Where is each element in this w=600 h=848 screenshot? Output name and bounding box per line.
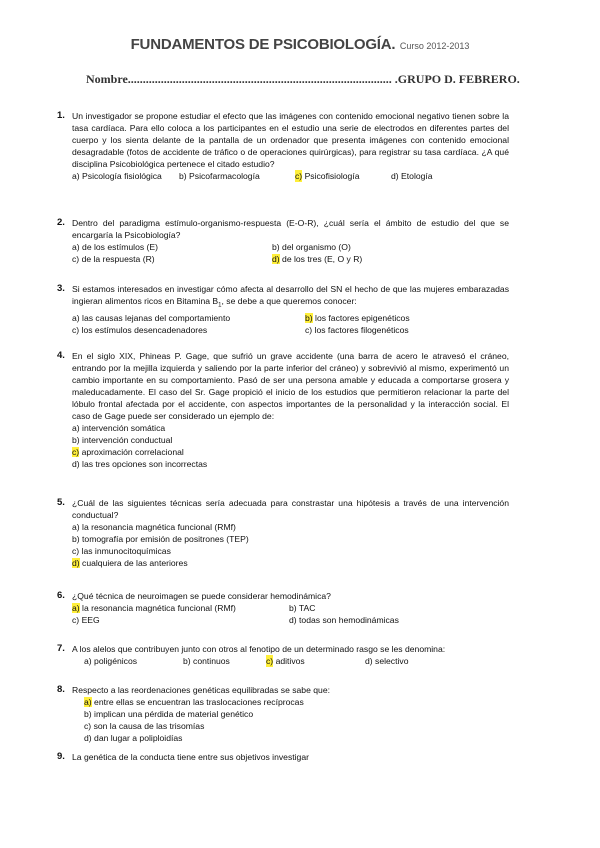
exam-title: FUNDAMENTOS DE PSICOBIOLOGÍA. — [130, 36, 396, 53]
question-1 — [57, 110, 509, 182]
options-grid — [72, 312, 509, 336]
question-number: 8. — [57, 684, 65, 695]
answer-highlight: d) — [72, 558, 80, 568]
option-d: d) selectivo — [365, 656, 409, 666]
option-c: c) son la causa de las trisomías — [84, 721, 205, 731]
option-c-answer: c) Psicofisiología — [295, 171, 360, 181]
option-b-answer: b) los factores epigenéticos — [305, 312, 410, 323]
question-5 — [57, 497, 509, 569]
question-stem: Si estamos interesados en investigar cómo afecta al desarrollo del SN el hecho de que las mujeres embarazadas ingieran alimentos ricos en Bitamina $B_1$, se debe a que queremos conocer: — [72, 284, 509, 309]
question-8 — [57, 684, 509, 744]
option-b: b) tomografía por emisión de positrones (TEP) — [72, 534, 249, 544]
question-stem: Respecto a las reordenaciones genéticas equilibradas se sabe que: — [72, 685, 330, 695]
option-d-answer: d) de los tres (E, O y R) — [272, 254, 363, 264]
answer-highlight: a) — [72, 603, 80, 613]
option-a: a) de los estímulos (E) — [72, 242, 158, 252]
answer-highlight: a) — [84, 697, 92, 707]
option-c: c) de la respuesta (R) — [72, 254, 155, 264]
option-b: b) del organismo (O) — [272, 242, 351, 252]
options-list — [72, 521, 509, 569]
question-stem: Dentro del paradigma estímulo-organismo-respuesta (E-O-R), ¿cuál sería el ámbito de estudio del que se encargaría la Psicobiología? — [72, 218, 509, 240]
option-d: d) las tres opciones son incorrectas — [72, 459, 208, 469]
question-stem: ¿Qué técnica de neuroimagen se puede considerar hemodinámica? — [72, 591, 331, 601]
option-c: c) EEG — [72, 615, 100, 625]
option-a-answer: a) entre ellas se encuentran las traslocaciones recíprocas — [84, 697, 304, 707]
question-stem: Un investigador se propone estudiar el efecto que las imágenes con contenido emocional negativo tienen sobre la tasa cardíaca. Para ello coloca a los participantes en el estudio una serie de electrodos en diferentes partes del cuerpo y los sienta delante de la pantalla de un ordenador que presenta imágenes con contenido emocional desagradable (fotos de accidente de tráfico o de operaciones quirúrgicas), para registrar su tasa cardíaca. ¿A qué disciplina Psicobiológica pertenece el citado estudio? — [72, 111, 509, 169]
question-3 — [57, 283, 509, 336]
name-group-line: Nombre........................................................................................ .GRUPO D. FEBRERO. — [86, 72, 520, 86]
options-list — [84, 696, 509, 744]
option-c-answer: c) aproximación correlacional — [72, 447, 184, 457]
option-a: a) intervención somática — [72, 423, 166, 433]
option-c-answer: c) aditivos — [266, 656, 305, 666]
option-d: d) todas son hemodinámicas — [289, 615, 399, 625]
options-row — [72, 170, 509, 182]
question-6 — [57, 590, 509, 626]
option-b: b) TAC — [289, 603, 316, 613]
question-number: 1. — [57, 110, 65, 121]
exam-header — [0, 36, 600, 54]
answer-highlight: c) — [266, 656, 274, 666]
option-a: a) poligénicos — [84, 656, 138, 666]
question-number: 3. — [57, 283, 65, 294]
question-number: 5. — [57, 497, 65, 508]
question-number: 7. — [57, 643, 65, 654]
option-a: a) la resonancia magnética funcional (RMf) — [72, 522, 236, 532]
option-a-answer: a) la resonancia magnética funcional (RMf) — [72, 603, 236, 613]
option-d: d) dan lugar a poliploidías — [84, 733, 183, 743]
options-grid — [72, 241, 509, 265]
option-a: a) las causas lejanas del comportamiento — [72, 312, 231, 323]
option-b: b) continuos — [183, 656, 230, 666]
question-stem: En el siglo XIX, Phineas P. Gage, que sufrió un grave accidente (una barra de acero le atravesó el cráneo, entrando por la mejilla izquierda y saliendo por la parte inferior del cráneo) y sobrevivió al mismo, experimentó un cambio importante en su comportamiento. Pasó de ser una persona amable y educada a comportarse grosera y maleducadamente. El caso del Sr. Gage propició el inicio de los estudios que permitieron relacionar la parte del lóbulo frontal afectada por el accidente, con aspectos importantes de la personalidad y la interacción social. El caso de Gage puede ser considerado un ejemplo de: — [72, 351, 509, 421]
option-c: c) los estímulos desencadenadores — [72, 324, 208, 335]
question-stem: A los alelos que contribuyen junto con otros al fenotipo de un determinado rasgo se les denomina: — [72, 644, 446, 654]
question-2 — [57, 217, 509, 265]
question-stem: ¿Cuál de las siguientes técnicas sería adecuada para constrastar una hipótesis a través de una intervención conductual? — [72, 498, 509, 520]
options-grid — [72, 602, 509, 626]
option-c: c) las inmunocitoquímicas — [72, 546, 171, 556]
question-number: 4. — [57, 350, 65, 361]
question-4 — [57, 350, 509, 470]
answer-highlight: c) — [72, 447, 80, 457]
option-b: b) Psicofarmacología — [179, 171, 260, 181]
question-stem: La genética de la conducta tiene entre sus objetivos investigar — [72, 752, 309, 762]
option-a: a) Psicología fisiológica — [72, 171, 162, 181]
options-list — [72, 422, 509, 470]
course-label: Curso 2012-2013 — [399, 41, 470, 51]
question-number: 9. — [57, 751, 65, 762]
option-b: b) implican una pérdida de material genético — [84, 709, 254, 719]
option-b: b) intervención conductual — [72, 435, 173, 445]
question-7 — [57, 643, 509, 667]
question-number: 6. — [57, 590, 65, 601]
answer-highlight: d) — [272, 254, 280, 264]
answer-highlight: c) — [295, 171, 303, 181]
options-row — [84, 655, 509, 667]
option-d: d) Etología — [391, 171, 433, 181]
question-9 — [57, 751, 509, 763]
option-c-second: c) los factores filogenéticos — [305, 324, 409, 335]
question-number: 2. — [57, 217, 65, 228]
answer-highlight: b) — [305, 312, 313, 323]
option-d-answer: d) cualquiera de las anteriores — [72, 558, 188, 568]
